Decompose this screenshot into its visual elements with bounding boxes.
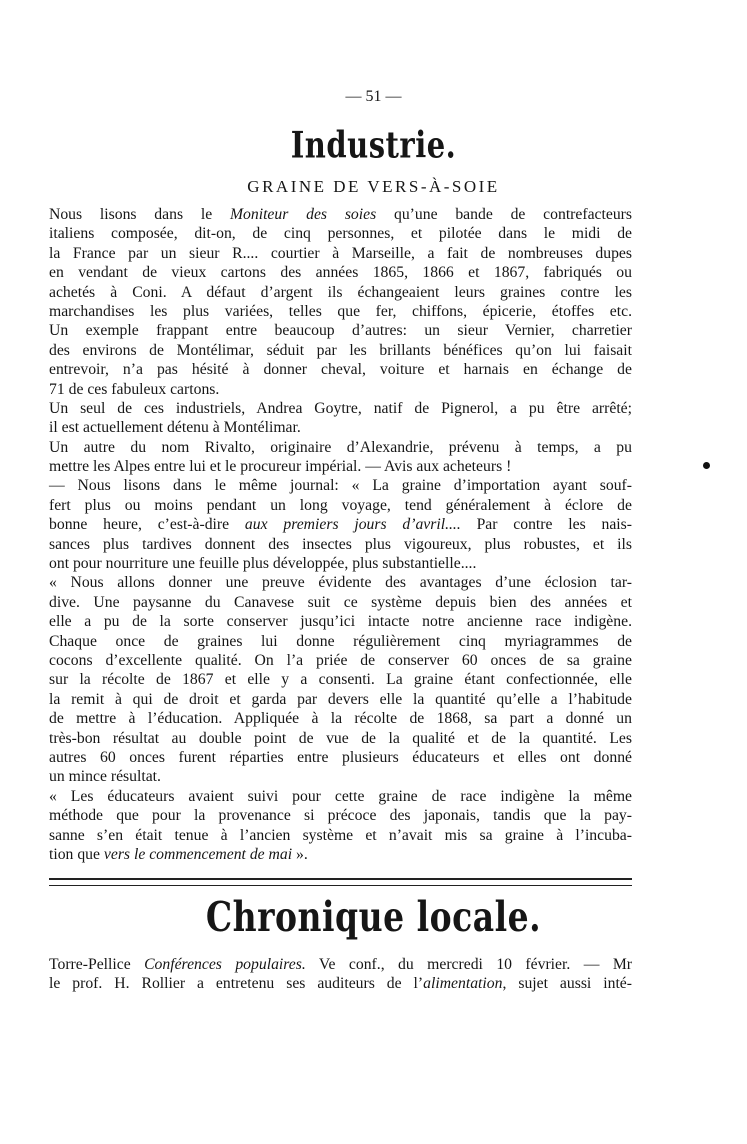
text-line (49, 283, 632, 302)
text-line (49, 787, 632, 806)
text-segment: bonne heure, c’est-à-dire (49, 516, 245, 534)
text-segment: elle a pu de la sorte conserver jusqu’ici intacte notre ancienne race indigène. (49, 613, 632, 631)
text-segment: sances plus tardives donnent des insectes plus vigoureux, plus robustes, et ils (49, 535, 632, 553)
text-line (49, 748, 632, 767)
text-line (49, 535, 632, 554)
text-segment: en vendant de vieux cartons des années 1865, 1866 et 1867, fabriqués ou (49, 264, 632, 282)
text-line (49, 457, 632, 476)
text-segment: méthode que pour la provenance si précoce des japonais, tandis que la pay- (49, 807, 632, 825)
text-segment: Par contre les nais- (460, 516, 632, 534)
text-segment: des environs de Montélimar, séduit par les brillants bénéfices qu’on lui faisait (49, 341, 632, 359)
margin-dot (703, 462, 710, 469)
text-segment: un mince résultat. (49, 768, 161, 786)
text-segment: la remit à qui de droit et garda par devers elle la quantité qu’elle a l’habitude (49, 690, 632, 708)
text-line (49, 244, 632, 263)
text-line (49, 224, 632, 243)
text-segment: « Nous allons donner une preuve évidente des avantages d’une éclosion tar- (49, 574, 632, 592)
text-line (49, 651, 632, 670)
text-line (49, 690, 632, 709)
text-line (49, 955, 632, 974)
text-segment: « Les éducateurs avaient suivi pour cette graine de race indigène la même (49, 787, 632, 805)
text-segment: , sujet aussi inté- (502, 975, 632, 993)
text-line (49, 399, 632, 418)
text-line (49, 826, 632, 845)
text-segment: ont pour nourriture une feuille plus développée, plus substantielle.... (49, 555, 477, 573)
text-segment: marchandises les plus variées, telles que fer, chiffons, épicerie, étoffes etc. (49, 302, 632, 320)
text-segment: qu’une bande de contrefacteurs (376, 206, 633, 223)
text-line (49, 263, 632, 282)
text-line (49, 341, 632, 360)
text-line (49, 476, 632, 495)
text-line (49, 515, 632, 534)
text-segment: Un autre du nom Rivalto, originaire d’Alexandrie, prévenu à temps, a pu (49, 438, 632, 456)
text-line (49, 729, 632, 748)
italic-text: Moniteur des soies (229, 206, 377, 223)
text-segment: Nous lisons dans le (49, 206, 230, 223)
section-subheading: GRAINE DE VERS-À-SOIE (247, 177, 500, 196)
italic-text: alimentation (423, 975, 503, 993)
text-segment: fert plus ou moins pendant un long voyage, tend généralement à éclore de (49, 496, 632, 514)
text-line (49, 612, 632, 631)
text-line (49, 360, 632, 379)
text-segment: 71 de ces fabuleux cartons. (49, 380, 220, 398)
section-title-industrie: Industrie. (290, 123, 457, 167)
text-segment: autres 60 onces furent réparties entre plusieurs éducateurs et elles ont donné (49, 748, 632, 766)
text-line (49, 418, 632, 437)
text-line (49, 845, 632, 864)
text-line (49, 380, 632, 399)
text-line (49, 573, 632, 592)
text-segment: de mettre à l’éducation. Appliquée à la récolte de 1868, sa part a donné un (49, 710, 632, 728)
text-segment: sur la récolte de 1867 et elle y a consenti. La graine étant confectionnée, elle (49, 671, 632, 689)
text-segment: Un seul de ces industriels, Andrea Goytre, natif de Pignerol, a pu être arrêté; (49, 399, 632, 417)
text-segment: italiens composée, dit-on, de cinq personnes, et pilotée dans le midi de (49, 225, 632, 243)
text-line (49, 709, 632, 728)
section-title-chronique: Chronique locale. (205, 892, 542, 941)
text-segment: cocons d’excellente qualité. On l’a priée de conserver 60 onces de sa graine (49, 651, 632, 669)
text-line (49, 321, 632, 340)
text-segment: entrevoir, n’a pas hésité à donner cheval, voiture et harnais en échange de (49, 361, 632, 379)
text-segment: il est actuellement détenu à Montélimar. (49, 419, 301, 437)
text-segment: sanne s’en était tenue à l’ancien système et n’avait mis sa graine à l’incuba- (49, 826, 632, 844)
text-segment: achetés à Coni. A défaut d’argent ils échangeaient leurs graines contre les (49, 283, 632, 301)
text-line (49, 670, 632, 689)
text-segment: Ve conf., du mercredi 10 février. — Mr (305, 956, 632, 973)
article-body-industrie (49, 205, 632, 864)
text-line (49, 767, 632, 786)
text-line (49, 302, 632, 321)
page-number: — 51 — (345, 88, 402, 105)
text-segment: tion que (49, 845, 104, 863)
text-segment: très-bon résultat au double point de vue de la qualité et de la quantité. Les (49, 729, 632, 747)
text-segment: le prof. H. Rollier a entretenu ses auditeurs de l’ (49, 975, 424, 993)
text-line (49, 632, 632, 651)
text-segment: la France par un sieur R.... courtier à Marseille, a fait de nombreuses dupes (49, 244, 632, 262)
text-segment: dive. Une paysanne du Canavese suit ce système depuis bien des années et (49, 593, 632, 611)
text-segment: Chaque once de graines lui donne régulièrement cinq myriagrammes de (49, 632, 632, 650)
article-body-chronique (49, 955, 632, 994)
italic-text: vers le commencement de mai (103, 845, 293, 863)
section-divider (49, 878, 632, 886)
text-line (49, 438, 632, 457)
text-line (49, 593, 632, 612)
text-line (49, 554, 632, 573)
text-segment: mettre les Alpes entre lui et le procureur impérial. — Avis aux acheteurs ! (49, 458, 512, 476)
text-segment: ». (292, 845, 308, 863)
text-segment: Un exemple frappant entre beaucoup d’autres: un sieur Vernier, charretier (49, 322, 632, 340)
text-line (49, 496, 632, 515)
text-segment: — Nous lisons dans le même journal: « La graine d’importation ayant souf- (49, 477, 632, 495)
text-line (49, 974, 632, 993)
text-line (49, 806, 632, 825)
italic-text: Conférences populaires. (144, 956, 306, 973)
text-line (49, 205, 632, 224)
italic-text: aux premiers jours d’avril.... (244, 516, 461, 534)
text-segment: Torre-Pellice (49, 956, 145, 973)
